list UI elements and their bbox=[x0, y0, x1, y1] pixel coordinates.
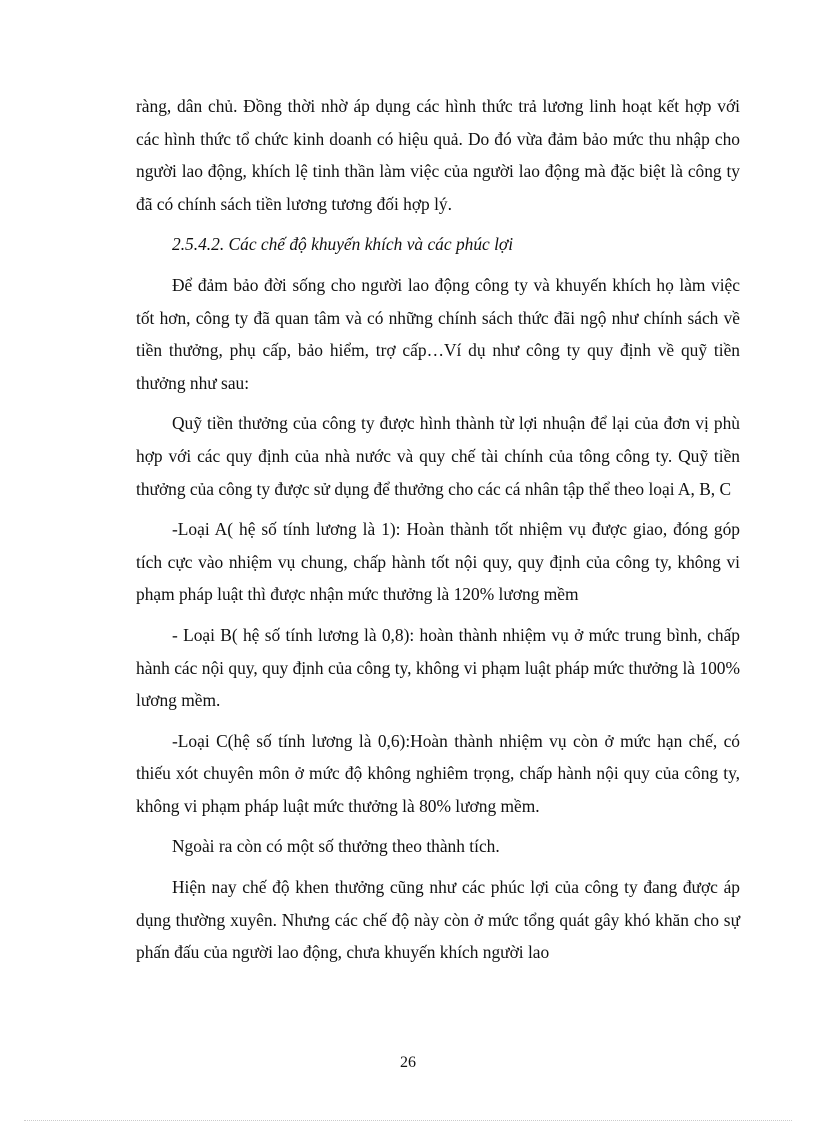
paragraph-type-c: -Loại C(hệ số tính lương là 0,6):Hoàn thành nhiệm vụ còn ở mức hạn chế, có thiếu xót chuyên môn ở mức độ không nghiêm trọng, chấp hành nội quy của công ty, không vi phạm pháp luật mức thưởng là 80% lương mềm. bbox=[136, 730, 740, 816]
section-heading: 2.5.4.2. Các chế độ khuyến khích và các phúc lợi bbox=[172, 234, 514, 255]
document-body bbox=[136, 90, 740, 977]
paragraph-type-b: - Loại B( hệ số tính lương là 0,8): hoàn thành nhiệm vụ ở mức trung bình, chấp hành các nội quy, quy định của công ty, không vi phạm luật pháp mức thưởng là 100% lương mềm. bbox=[136, 624, 740, 711]
page-number: 26 bbox=[400, 1054, 416, 1071]
paragraph-achievement-bonus: Ngoài ra còn có một số thưởng theo thành tích. bbox=[172, 836, 500, 857]
paragraph-salary-policy: ràng, dân chủ. Đồng thời nhờ áp dụng các hình thức trả lương linh hoạt kết hợp với các hình thức tổ chức kinh doanh có hiệu quả. Do đó vừa đảm bảo mức thu nhập cho người lao động, khích lệ tinh thần làm việc của người lao động mà đặc biệt là công ty đã có chính sách tiền lương tương đối hợp lý. bbox=[136, 96, 740, 214]
paragraph-bonus-fund: Quỹ tiền thưởng của công ty được hình thành từ lợi nhuận để lại của đơn vị phù hợp với các quy định của nhà nước và quy chế tài chính của tông công ty. Quỹ tiền thưởng của công ty được sử dụng để thưởng cho các cá nhân tập thể theo loại A, B, C bbox=[136, 413, 740, 499]
footer-divider bbox=[24, 1120, 792, 1121]
paragraph-welfare-intro: Để đảm bảo đời sống cho người lao động công ty và khuyến khích họ làm việc tốt hơn, công ty đã quan tâm và có những chính sách thức đãi ngộ như chính sách về tiền thưởng, phụ cấp, bảo hiểm, trợ cấp…Ví dụ như công ty quy định về quỹ tiền thưởng như sau: bbox=[136, 274, 740, 393]
paragraph-type-a: -Loại A( hệ số tính lương là 1): Hoàn thành tốt nhiệm vụ được giao, đóng góp tích cực vào nhiệm vụ chung, chấp hành tốt nội quy, quy định của công ty, không vi phạm pháp luật thì được nhận mức thưởng là 120% lương mềm bbox=[136, 519, 740, 605]
paragraph-current-status: Hiện nay chế độ khen thưởng cũng như các phúc lợi của công ty đang được áp dụng thường xuyên. Nhưng các chế độ này còn ở mức tổng quát gây khó khăn cho sự phấn đấu của người lao động, chưa khuyến khích người lao bbox=[136, 877, 740, 963]
